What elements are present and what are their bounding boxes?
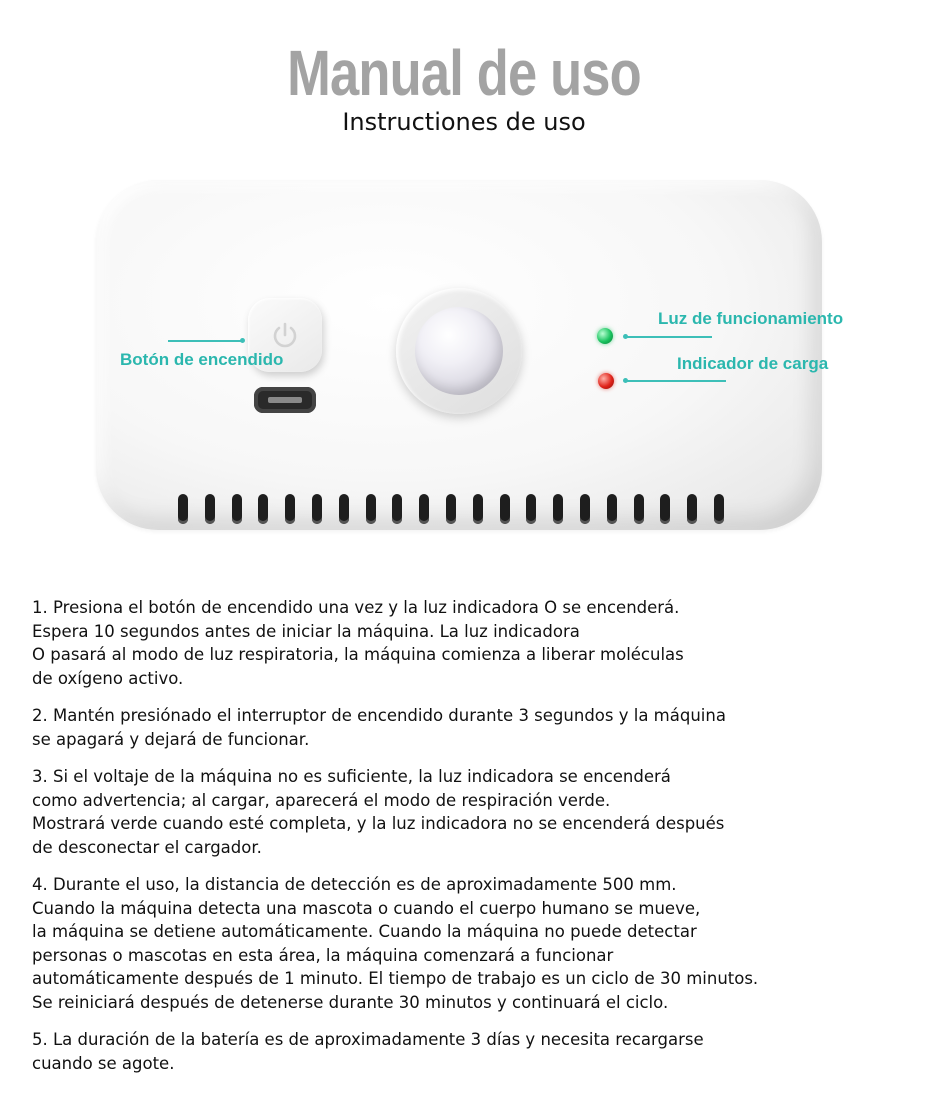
instruction-2 [32,704,912,751]
instruction-line: personas o mascotas en esta área, la máquina comenzará a funcionar [32,945,614,965]
instruction-line: cuando se agote. [32,1053,175,1073]
vent-slot [714,494,724,524]
vent-slot [526,494,536,524]
instruction-line: automáticamente después de 1 minuto. El tiempo de trabajo es un ciclo de 30 minutos. [32,969,759,988]
usb-port-icon [254,387,316,413]
vent-slot [634,494,644,524]
instruction-line: Cuando la máquina detecta una mascota o cuando el cuerpo humano se mueve, [32,898,701,918]
work-light-callout-line [626,336,712,338]
instruction-line: Mostrará verde cuando esté completa, y la luz indicadora no se encenderá después [32,814,725,833]
instruction-line: 4. Durante el uso, la distancia de detección es de aproximadamente 500 mm. [32,875,677,894]
vent-slot [500,494,510,524]
vent-slot [366,494,376,524]
instruction-3 [32,765,912,859]
page-title: Manual de uso [287,37,641,109]
work-light-label: Luz de funcionamiento [658,309,844,328]
page-subtitle: Instructiones de uso [342,108,586,136]
instruction-line: Se reiniciará después de detenerse durante 30 minutos y continuará el ciclo. [32,992,669,1012]
vent-slot [660,494,670,524]
charge-indicator-led [598,373,614,389]
vent-slot [285,494,295,524]
instruction-line: de oxígeno activo. [32,668,184,688]
vent-slot [392,494,402,524]
instruction-1 [32,596,912,690]
vent-slot [607,494,617,524]
vent-grille [178,494,740,528]
work-light-led [597,328,613,344]
vent-slot [580,494,590,524]
vent-slot [232,494,242,524]
vent-slot [178,494,188,524]
instruction-line: O pasará al modo de luz respiratoria, la máquina comienza a liberar moléculas [32,645,684,664]
instruction-5 [32,1028,912,1075]
instruction-line: de desconectar el cargador. [32,837,262,857]
vent-slot [258,494,268,524]
pir-sensor-icon [415,307,503,395]
vent-slot [339,494,349,524]
power-icon [270,320,300,350]
instruction-line: 5. La duración de la batería es de aproximadamente 3 días y necesita recargarse [32,1030,704,1049]
vent-slot [553,494,563,524]
power-button-callout-line [168,340,244,342]
power-button-label: Botón de encendido [120,350,284,369]
charge-indicator-callout-line [626,380,726,382]
vent-slot [687,494,697,524]
instruction-4 [32,873,912,1014]
instruction-line: se apagará y dejará de funcionar. [32,729,310,749]
instructions-list [32,596,912,1075]
vent-slot [473,494,483,524]
instruction-line: como advertencia; al cargar, aparecerá el modo de respiración verde. [32,790,611,810]
vent-slot [312,494,322,524]
instruction-line: Espera 10 segundos antes de iniciar la máquina. La luz indicadora [32,621,580,641]
instruction-line: 2. Mantén presiónado el interruptor de encendido durante 3 segundos y la máquina [32,706,726,725]
instruction-line: 3. Si el voltaje de la máquina no es suficiente, la luz indicadora se encenderá [32,767,671,786]
instruction-line: 1. Presiona el botón de encendido una vez y la luz indicadora O se encenderá. [32,598,680,617]
charge-indicator-callout-dot [623,378,628,383]
charge-indicator-label: Indicador de carga [677,354,829,373]
instruction-line: la máquina se detiene automáticamente. Cuando la máquina no puede detectar [32,922,697,941]
vent-slot [446,494,456,524]
power-button-callout-dot [240,338,245,343]
vent-slot [205,494,215,524]
vent-slot [419,494,429,524]
work-light-callout-dot [623,334,628,339]
